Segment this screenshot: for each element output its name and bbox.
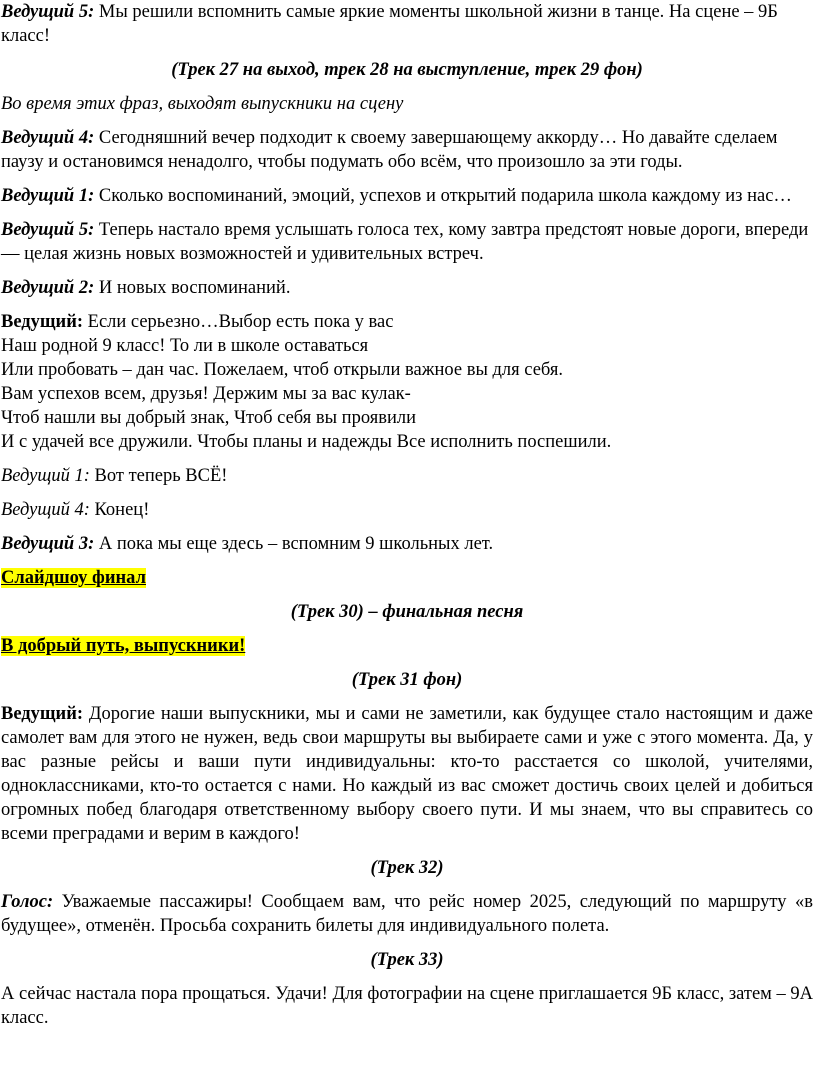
document-page <box>1 0 813 1040</box>
paragraph-farewell: А сейчас настала пора прощаться. Удачи! Для фотографии на сцене приглашается 9Б класс, затем – 9А класс. <box>1 984 813 1028</box>
verse-line: Вам успехов всем, друзья! Держим мы за вас кулак- <box>1 384 411 404</box>
track-note-32: (Трек 32) <box>370 858 444 878</box>
paragraph-text: Конец! <box>89 500 150 520</box>
speaker-label: Ведущий 4: <box>1 500 90 520</box>
highlighted-heading: Слайдшоу финал <box>1 568 146 588</box>
speaker-label: Ведущий 5: <box>1 2 95 22</box>
speaker-label: Ведущий 3: <box>1 534 95 554</box>
paragraph-text: И новых воспоминаний. <box>94 278 291 298</box>
track-note-27-29: (Трек 27 на выход, трек 28 на выступление, трек 29 фон) <box>171 60 643 80</box>
paragraph-text: А пока мы еще здесь – вспомним 9 школьных лет. <box>94 534 494 554</box>
paragraph-text: Дорогие наши выпускники, мы и сами не заметили, как будущее стало настоящим и даже самолет вам для этого не нужен, ведь свои маршруты вы выбираете сами и уже с этого момента. Да, у вас разные рейсы и ваши пути индивидуальны: кто-то расстается со школой, учителями, одноклассниками, кто-то остается с нами. Но каждый из вас сможет достичь своих целей и добиться огромных побед благодаря ответственному выбору своего пути. И мы знаем, что вы справитесь со всеми преградами и верим в каждого! <box>1 704 813 844</box>
paragraph-host4 <box>1 126 813 174</box>
paragraph-host4-end <box>1 498 813 522</box>
verse-line: Наш родной 9 класс! То ли в школе оставаться <box>1 336 369 356</box>
poem-block <box>1 310 813 454</box>
speaker-label: Ведущий 1: <box>1 466 90 486</box>
paragraph-text: Уважаемые пассажиры! Сообщаем вам, что рейс номер 2025, следующий по маршруту «в будущее», отменён. Просьба сохранить билеты для индивидуального полета. <box>1 892 813 936</box>
verse-line: И с удачей все дружили. Чтобы планы и надежды Все исполнить поспешили. <box>1 432 612 452</box>
speaker-label: Ведущий 5: <box>1 220 95 240</box>
speaker-label: Ведущий 1: <box>1 186 95 206</box>
track-note-30: (Трек 30) – финальная песня <box>290 602 524 622</box>
verse-line: Чтоб нашли вы добрый знак, Чтоб себя вы проявили <box>1 408 416 428</box>
section-heading-farewell <box>1 634 813 658</box>
paragraph-text: Сегодняшний вечер подходит к своему завершающему аккорду… Но давайте сделаем паузу и остановимся ненадолго, чтобы подумать обо всём, что произошло за эти годы. <box>1 128 778 172</box>
paragraph-voice <box>1 890 813 938</box>
speaker-label: Ведущий: <box>1 312 84 332</box>
speaker-label: Голос: <box>1 892 54 912</box>
verse-line: Ведущий: Если серьезно…Выбор есть пока у вас <box>1 312 394 332</box>
speaker-label: Ведущий 4: <box>1 128 95 148</box>
track-note-31: (Трек 31 фон) <box>351 670 463 690</box>
highlighted-heading: В добрый путь, выпускники! <box>1 636 246 656</box>
paragraph-host-graduates <box>1 702 813 846</box>
track-note-33: (Трек 33) <box>370 950 444 970</box>
speaker-label: Ведущий 2: <box>1 278 95 298</box>
paragraph-host3 <box>1 532 813 556</box>
paragraph-text: Вот теперь ВСЁ! <box>89 466 228 486</box>
speaker-label: Ведущий: <box>1 704 84 724</box>
paragraph-host2 <box>1 276 813 300</box>
paragraph-host1-all <box>1 464 813 488</box>
paragraph-host5-dance <box>1 0 813 48</box>
paragraph-text: Сколько воспоминаний, эмоций, успехов и открытий подарила школа каждому из нас… <box>94 186 792 206</box>
paragraph-host1 <box>1 184 813 208</box>
section-heading-slideshow <box>1 566 813 590</box>
stage-direction: Во время этих фраз, выходят выпускники на сцену <box>1 94 404 114</box>
paragraph-text: Теперь настало время услышать голоса тех, кому завтра предстоят новые дороги, впереди — целая жизнь новых возможностей и удивительных встреч. <box>1 220 809 264</box>
verse-line: Или пробовать – дан час. Пожелаем, чтоб открыли важное вы для себя. <box>1 360 564 380</box>
paragraph-host5-voices <box>1 218 813 266</box>
paragraph-text: Мы решили вспомнить самые яркие моменты школьной жизни в танце. На сцене – 9Б класс! <box>1 2 778 46</box>
